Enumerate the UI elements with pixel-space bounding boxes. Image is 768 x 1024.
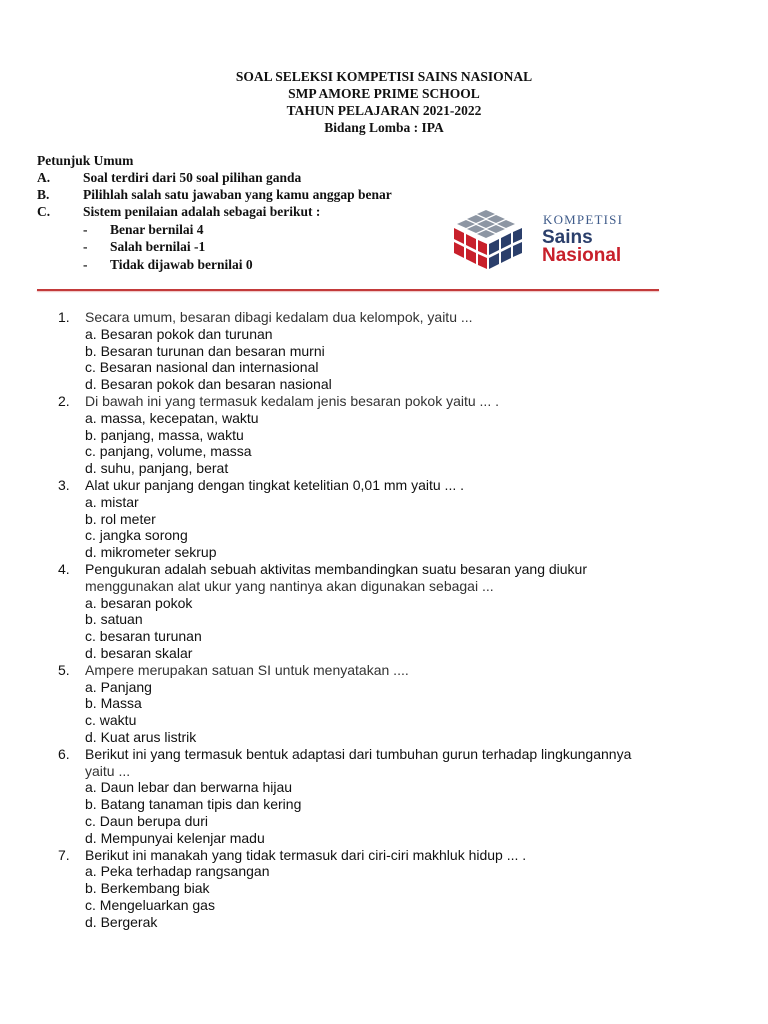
answer-option: b. Besaran turunan dan besaran murni — [85, 342, 325, 359]
answer-option: d. Besaran pokok dan besaran nasional — [85, 376, 332, 393]
answer-option: d. Mempunyai kelenjar madu — [85, 829, 265, 846]
question-number: 2. — [58, 392, 70, 409]
question-text: Pengukuran adalah sebuah aktivitas membandingkan suatu besaran yang diukur — [85, 560, 588, 577]
header-academic-year: TAHUN PELAJARAN 2021-2022 — [286, 103, 482, 118]
answer-option: a. mistar — [85, 493, 139, 510]
question-text: Ampere merupakan satuan SI untuk menyatakan .... — [85, 661, 409, 678]
question-text: Secara umum, besaran dibagi kedalam dua kelompok, yaitu ... — [85, 309, 473, 325]
answer-option: c. Mengeluarkan gas — [85, 896, 215, 913]
question-1 — [58, 309, 738, 393]
question-text-continuation: menggunakan alat ukur yang nantinya akan digunakan sebagai ... — [85, 577, 494, 594]
answer-option: b. rol meter — [85, 510, 156, 527]
header-subject: Bidang Lomba : IPA — [324, 120, 444, 135]
question-number: 3. — [58, 476, 70, 493]
instruction-text: Pilihlah salah satu jawaban yang kamu anggap benar — [83, 187, 392, 202]
instruction-text: Sistem penilaian adalah sebagai berikut : — [83, 204, 321, 219]
answer-option: b. Berkembang biak — [85, 880, 210, 897]
answer-option: b. panjang, massa, waktu — [85, 426, 244, 443]
answer-option: c. panjang, volume, massa — [85, 443, 252, 460]
kompetisi-sains-nasional-logo — [447, 208, 647, 278]
question-number: 1. — [58, 309, 70, 325]
question-list — [58, 309, 738, 930]
question-3 — [58, 477, 738, 561]
answer-option: d. mikrometer sekrup — [85, 544, 217, 561]
instruction-item — [37, 203, 457, 220]
header-divider — [37, 289, 659, 291]
logo-text-nasional: Nasional — [542, 245, 622, 266]
scoring-item — [37, 238, 457, 255]
answer-option: c. besaran turunan — [85, 628, 202, 645]
answer-option: d. Bergerak — [85, 913, 158, 930]
question-number: 4. — [58, 560, 70, 577]
question-text: Berikut ini manakah yang tidak termasuk dari ciri-ciri makhluk hidup ... . — [85, 846, 527, 863]
instruction-item — [37, 169, 457, 186]
scoring-text: Benar bernilai 4 — [110, 221, 204, 237]
instruction-text: Soal terdiri dari 50 soal pilihan ganda — [83, 170, 302, 185]
answer-option: a. besaran pokok — [85, 594, 193, 611]
question-number: 5. — [58, 661, 70, 678]
instruction-letter: A. — [37, 170, 51, 185]
logo-text-kompetisi: KOMPETISI — [543, 212, 624, 227]
instruction-item — [37, 186, 457, 203]
scoring-item — [37, 256, 457, 273]
instruction-letter: B. — [37, 187, 50, 202]
question-6 — [58, 746, 738, 847]
answer-option: c. waktu — [85, 712, 137, 729]
question-text: Di bawah ini yang termasuk kedalam jenis besaran pokok yaitu ... . — [85, 392, 499, 409]
answer-option: b. Batang tanaman tipis dan kering — [85, 796, 302, 813]
cube-logo-icon — [447, 208, 539, 278]
answer-option: d. suhu, panjang, berat — [85, 460, 229, 477]
question-4 — [58, 561, 738, 662]
scoring-dash: - — [83, 221, 88, 237]
document-header — [0, 68, 768, 136]
answer-option: a. Daun lebar dan berwarna hijau — [85, 779, 293, 796]
answer-option: c. Daun berupa duri — [85, 812, 208, 829]
scoring-dash: - — [83, 256, 88, 272]
answer-option: d. Kuat arus listrik — [85, 728, 197, 745]
answer-option: b. satuan — [85, 611, 143, 628]
scoring-text: Salah bernilai -1 — [110, 239, 206, 254]
answer-option: a. Besaran pokok dan turunan — [85, 325, 273, 342]
logo-text-sains: Sains — [542, 227, 593, 248]
instruction-letter: C. — [37, 204, 51, 219]
scoring-text: Tidak dijawab bernilai 0 — [110, 256, 253, 272]
answer-option: a. Peka terhadap rangsangan — [85, 863, 270, 880]
answer-option: c. jangka sorong — [85, 527, 188, 544]
scoring-item — [37, 221, 457, 238]
answer-option: b. Massa — [85, 695, 142, 712]
general-instructions — [37, 152, 457, 273]
instructions-title: Petunjuk Umum — [37, 153, 134, 168]
question-5 — [58, 662, 738, 746]
question-number: 6. — [58, 745, 70, 762]
scoring-dash: - — [83, 239, 88, 254]
answer-option: a. massa, kecepatan, waktu — [85, 409, 259, 426]
header-competition-title: SOAL SELEKSI KOMPETISI SAINS NASIONAL — [235, 69, 533, 84]
question-2 — [58, 393, 738, 477]
answer-option: c. Besaran nasional dan internasional — [85, 359, 319, 376]
answer-option: a. Panjang — [85, 678, 152, 695]
question-text-continuation: yaitu ... — [85, 762, 131, 779]
header-school-name: SMP AMORE PRIME SCHOOL — [288, 86, 480, 101]
question-7 — [58, 847, 738, 931]
question-text: Berikut ini yang termasuk bentuk adaptasi dari tumbuhan gurun terhadap lingkungannya — [85, 745, 632, 762]
question-number: 7. — [58, 846, 70, 863]
question-text: Alat ukur panjang dengan tingkat ketelitian 0,01 mm yaitu ... . — [85, 476, 465, 493]
answer-option: d. besaran skalar — [85, 644, 193, 661]
